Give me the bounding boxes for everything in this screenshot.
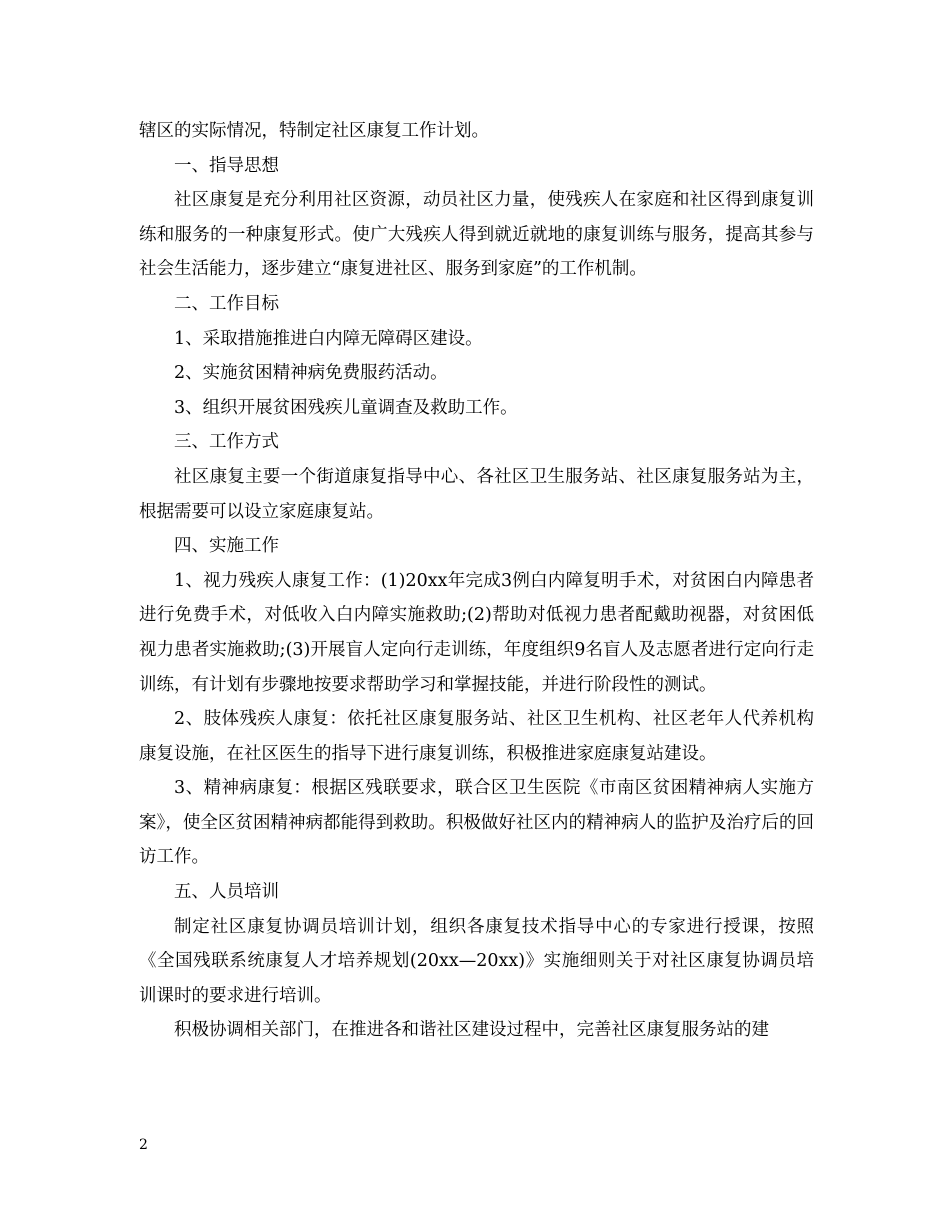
paragraph: 四、实施工作 <box>174 536 279 557</box>
paragraph: 2、实施贫困精神病免费服药活动。 <box>174 363 448 384</box>
paragraph: 1、采取措施推进白内障无障碍区建设。 <box>174 328 483 349</box>
paragraph: 社区康复是充分利用社区资源，动员社区力量，使残疾人在家庭和社区得到康复训练和服务的一种康复形式。使广大残疾人得到就近就地的康复训练与服务，提高其参与社会生活能力，逐步建立“康复进社区、服务到家庭”的工作机制。 <box>139 190 814 280</box>
paragraph: 3、组织开展贫困残疾儿童调查及救助工作。 <box>174 397 518 418</box>
paragraph: 五、人员培训 <box>174 882 279 903</box>
paragraph: 二、工作目标 <box>174 293 279 314</box>
paragraph: 制定社区康复协调员培训计划，组织各康复技术指导中心的专家进行授课，按照《全国残联系统康复人才培养规划(20xx—20xx)》实施细则关于对社区康复协调员培训课时的要求进行培训。 <box>139 916 814 1006</box>
document-body <box>139 114 814 1048</box>
paragraph: 辖区的实际情况，特制定社区康复工作计划。 <box>139 121 489 141</box>
paragraph: 2、肢体残疾人康复：依托社区康复服务站、社区卫生机构、社区老年人代养机构康复设施，在社区医生的指导下进行康复训练，积极推进家庭康复站建设。 <box>139 709 814 764</box>
page-number: 2 <box>139 1137 148 1153</box>
paragraph: 积极协调相关部门，在推进各和谐社区建设过程中，完善社区康复服务站的建 <box>174 1020 769 1041</box>
paragraph: 1、视力残疾人康复工作：(1)20xx年完成3例白内障复明手术，对贫困白内障患者进行免费手术，对低收入白内障实施救助;(2)帮助对低视力患者配戴助视器，对贫困低视力患者实施救助;(3)开展盲人定向行走训练，年度组织9名盲人及志愿者进行定向行走训练，有计划有步骤地按要求帮助学习和掌握技能，并进行阶段性的测试。 <box>139 570 814 695</box>
paragraph: 社区康复主要一个街道康复指导中心、各社区卫生服务站、社区康复服务站为主，根据需要可以设立家庭康复站。 <box>139 466 814 522</box>
paragraph: 一、指导思想 <box>174 155 279 176</box>
paragraph: 三、工作方式 <box>174 432 279 453</box>
paragraph: 3、精神病康复：根据区残联要求，联合区卫生医院《市南区贫困精神病人实施方案》，使全区贫困精神病都能得到救助。积极做好社区内的精神病人的监护及治疗后的回访工作。 <box>139 778 814 868</box>
